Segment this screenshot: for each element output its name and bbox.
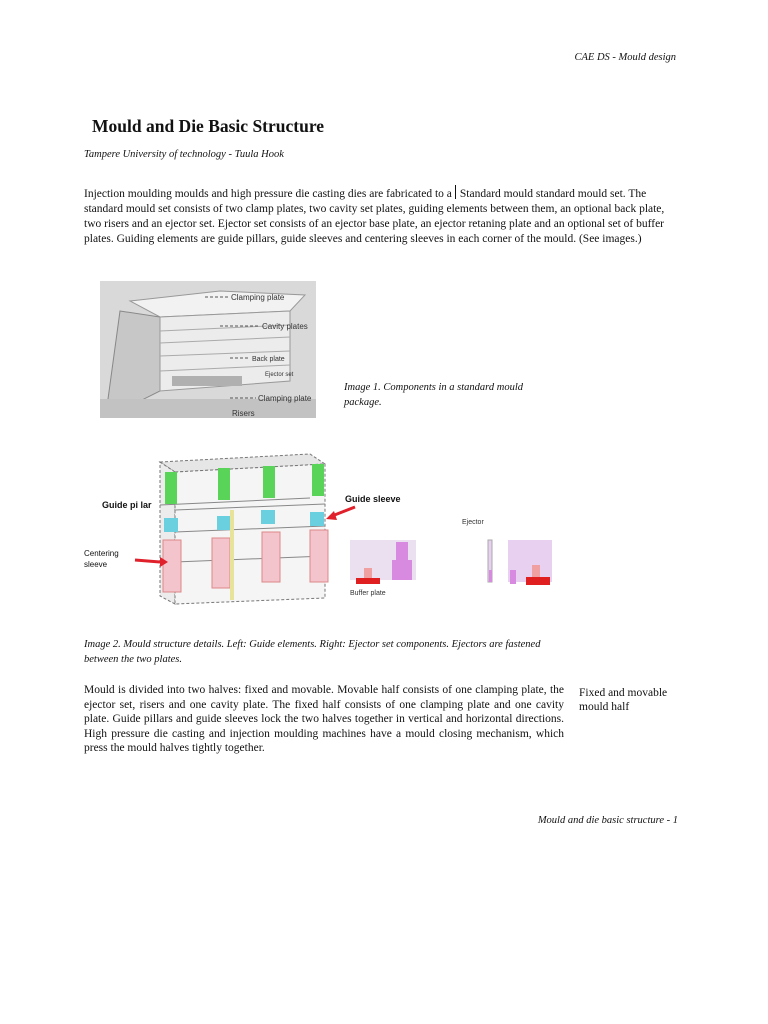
label-buffer-plate: Buffer plate (350, 590, 386, 597)
page-title: Mould and Die Basic Structure (92, 116, 325, 136)
mould-package-image (100, 281, 316, 418)
label-cavity-plates: Cavity plates (262, 322, 308, 331)
intro-text-part2: Standard mould standard mould set. The standard mould set consists of two clamp plates, two cavity set plates, guiding elements between them, an optional back plate, two risers and an ejector set. Ejector set consists of an ejector base plate, an ejector retaning plate and an optional set of buffer plates. Guiding elements are guide pillars, guide sleeves and centering sleeves in each corner of the mould. (See images.) (84, 188, 665, 245)
label-centering: Centering (84, 549, 119, 558)
page-footer: Mould and die basic structure - 1 (537, 815, 678, 826)
label-risers: Risers (232, 409, 255, 418)
intro-text-part1: Injection moulding moulds and high pressure die casting dies are fabricated to a (84, 188, 452, 200)
ejector-image (462, 515, 554, 590)
body-paragraph: Mould is divided into two halves: fixed and movable. Movable half consists of one clamping plate, the ejector set, risers and one cavity plate. The fixed half consists of one clamping plate and one cavity plate. Guide pillars and guide sleeves lock the two halves together in vertical and horizontal directions. High pressure die casting and injection moulding machines have a mould closing mechanism, which press the mould halves tightly together. (84, 684, 564, 754)
label-guide-pillar: Guide pi lar (102, 500, 152, 510)
author-line: Tampere University of technology - Tuula Hook (84, 149, 284, 160)
image2-caption: Image 2. Mould structure details. Left: Guide elements. Right: Ejector set components. Ejectors are fastened between the two plates. (84, 639, 541, 665)
margin-note: Fixed and movable mould half (579, 687, 668, 713)
label-sleeve: sleeve (84, 560, 108, 569)
label-back-plate: Back plate (252, 356, 285, 363)
label-clamping-plate-top: Clamping plate (231, 293, 285, 302)
intro-paragraph (84, 185, 684, 247)
page-header: CAE DS - Mould design (574, 52, 676, 63)
image1-caption: Image 1. Components in a standard mould package. (344, 382, 523, 408)
buffer-plate-image (348, 540, 418, 600)
label-clamping-plate-bottom: Clamping plate (258, 394, 312, 403)
label-ejector-set: Ejector set (265, 372, 294, 378)
label-guide-sleeve: Guide sleeve (345, 494, 401, 504)
label-ejector: Ejector (462, 519, 484, 526)
text-cursor-bar (455, 185, 456, 199)
